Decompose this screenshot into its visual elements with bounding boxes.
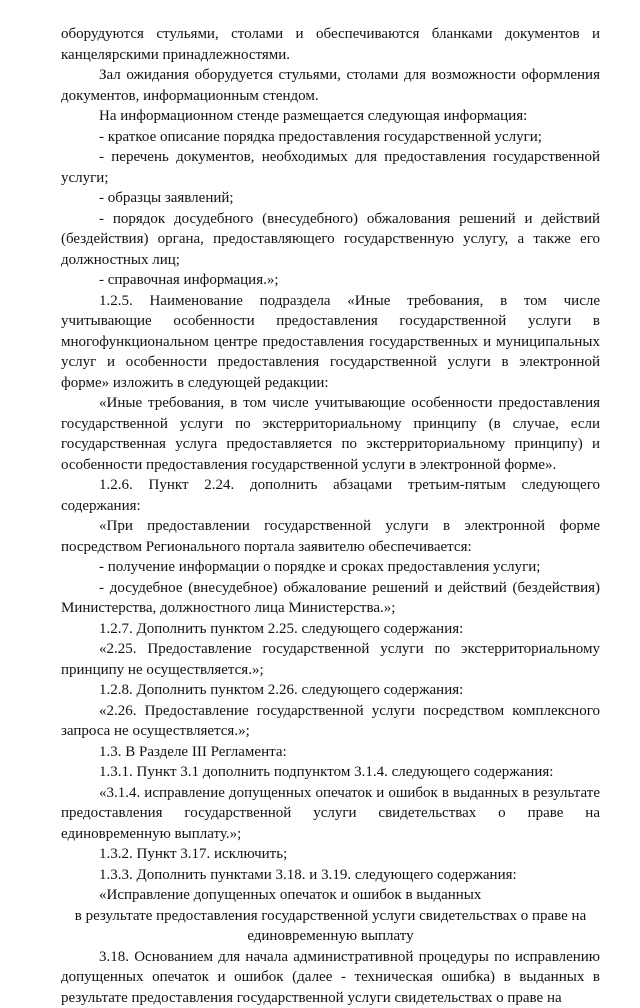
paragraph-3: На информационном стенде размещается следующая информация:: [61, 106, 600, 127]
clause-1-3-1: 1.3.1. Пункт 3.1 дополнить подпунктом 3.1.4. следующего содержания:: [61, 762, 600, 783]
section-heading-line-2: в результате предоставления государственной услуги свидетельствах о праве на единовременную выплату: [61, 906, 600, 947]
paragraph-1: оборудуются стульями, столами и обеспечиваются бланками документов и канцелярскими принадлежностями.: [61, 24, 600, 65]
list-item-2: - перечень документов, необходимых для предоставления государственной услуги;: [61, 147, 600, 188]
list-item-6: - получение информации о порядке и сроках предоставления услуги;: [61, 557, 600, 578]
quote-2-26: «2.26. Предоставление государственной услуги посредством комплексного запроса не осуществляется.»;: [61, 701, 600, 742]
clause-1-3-2: 1.3.2. Пункт 3.17. исключить;: [61, 844, 600, 865]
list-item-3: - образцы заявлений;: [61, 188, 600, 209]
paragraph-2: Зал ожидания оборудуется стульями, столами для возможности оформления документов, информационным стендом.: [61, 65, 600, 106]
clause-1-3: 1.3. В Разделе III Регламента:: [61, 742, 600, 763]
clause-1-2-8: 1.2.8. Дополнить пунктом 2.26. следующего содержания:: [61, 680, 600, 701]
section-heading-line-1: «Исправление допущенных опечаток и ошибок в выданных: [61, 885, 600, 906]
quote-2-25: «2.25. Предоставление государственной услуги по экстерриториальному принципу не осуществляется.»;: [61, 639, 600, 680]
list-item-5: - справочная информация.»;: [61, 270, 600, 291]
list-item-1: - краткое описание порядка предоставления государственной услуги;: [61, 127, 600, 148]
quote-3-1-4: «3.1.4. исправление допущенных опечаток и ошибок в выданных в результате предоставления государственной услуги свидетельствах о праве на единовременную выплату.»;: [61, 783, 600, 845]
clause-1-2-6: 1.2.6. Пункт 2.24. дополнить абзацами третьим-пятым следующего содержания:: [61, 475, 600, 516]
list-item-7: - досудебное (внесудебное) обжалование решений и действий (бездействия) Министерства, должностного лица Министерства.»;: [61, 578, 600, 619]
quote-1-2-6: «При предоставлении государственной услуги в электронной форме посредством Регионального портала заявителю обеспечивается:: [61, 516, 600, 557]
quote-1-2-5: «Иные требования, в том числе учитывающие особенности предоставления государственной услуги по экстерриториальному принципу (в случае, если государственная услуга предоставляется по экстерриториальному принципу) и особенности предоставления государственной услуги в электронной форме».: [61, 393, 600, 475]
list-item-4: - порядок досудебного (внесудебного) обжалования решений и действий (бездействия) органа, предоставляющего государственную услугу, а также его должностных лиц;: [61, 209, 600, 271]
clause-3-18: 3.18. Основанием для начала административной процедуры по исправлению допущенных опечаток и ошибок (далее - техническая ошибка) в выданных в результате предоставления государственной услуги свидетельствах о праве на: [61, 947, 600, 1008]
clause-1-3-3: 1.3.3. Дополнить пунктами 3.18. и 3.19. следующего содержания:: [61, 865, 600, 886]
clause-1-2-5: 1.2.5. Наименование подраздела «Иные требования, в том числе учитывающие особенности предоставления государственной услуги в многофункциональном центре предоставления государственных и муниципальных услуг и особенности предоставления государственной услуги в электронной форме» изложить в следующей редакции:: [61, 291, 600, 394]
clause-1-2-7: 1.2.7. Дополнить пунктом 2.25. следующего содержания:: [61, 619, 600, 640]
